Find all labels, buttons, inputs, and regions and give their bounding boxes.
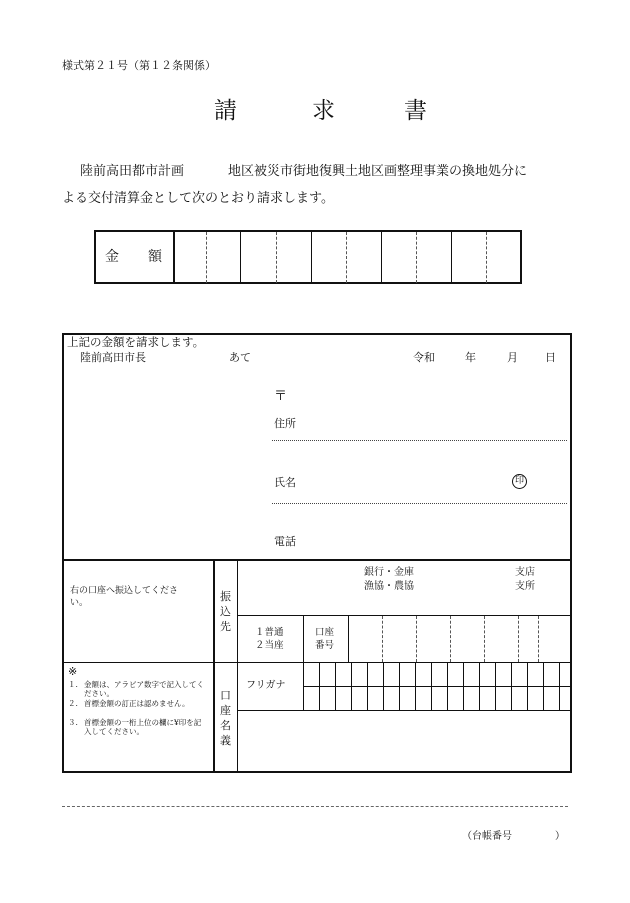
furigana-cell-divider [447,663,448,710]
branch-type-1: 支店 [515,567,535,578]
amount-digit-divider [346,232,347,283]
account-holder-field[interactable] [238,711,570,771]
account-digit-divider [538,616,539,662]
amount-digit-divider [451,232,452,283]
amount-label-char: 額 [148,249,162,265]
date-era: 令和 [413,351,435,364]
note-number: ３. [68,718,78,727]
intro-line2: よる交付清算金として次のとおり請求します。 [62,191,334,206]
title-char: 請 [214,98,237,124]
account-digit-divider [382,616,383,662]
account-digit-divider [484,616,485,662]
name-field[interactable] [272,503,567,504]
address-field[interactable] [272,440,567,441]
title-char: 書 [404,98,427,124]
furigana-cell-divider [527,663,528,710]
date-day: 日 [545,351,556,364]
name-label: 氏名 [274,476,296,489]
title-char: 求 [312,98,335,124]
amount-digit-divider [240,232,241,283]
bank-type-2: 漁協・農協 [364,581,414,592]
account-type-2[interactable]: ２当座 [255,640,284,651]
furigana-cell-divider [351,663,352,710]
note-number: ２. [68,699,78,708]
furigana-cell-divider [367,663,368,710]
furigana-cell-divider [335,663,336,710]
furigana-cell-divider [319,663,320,710]
furigana-cell-divider [495,663,496,710]
addressee: 陸前高田市長 [80,351,146,364]
account-digit-divider [518,616,519,662]
addressee-ate: あて [229,351,251,364]
note-number: １. [68,680,78,689]
form-number: 様式第２１号（第１２条関係） [62,59,216,72]
furigana-cell-divider [415,663,416,710]
ledger-number-close: ） [555,831,565,842]
note-text: 首標金額の訂正は認めません。 [84,699,190,708]
furigana-label: フリガナ [246,680,286,691]
postal-mark: 〒 [274,389,288,404]
ledger-number-label: （台帳番号 [462,831,512,842]
transfer-divider [63,559,571,561]
amount-digit-divider [311,232,312,283]
amount-label-char: 金 [105,249,119,265]
note-text: 金額は、アラビア数字で記入してください。 [84,680,204,699]
intro-city-plan: 陸前高田都市計画 [80,164,185,179]
furigana-cell-divider [479,663,480,710]
account-digit-divider [416,616,417,662]
amount-digit-divider [206,232,207,283]
account-digit-divider [450,616,451,662]
branch-type-2: 支所 [515,581,535,592]
notes-mark: ※ [68,665,78,678]
bank-type-1: 銀行・金庫 [364,567,414,578]
amount-digit-divider [416,232,417,283]
amount-digit-divider [276,232,277,283]
furigana-cell-divider [559,663,560,710]
account-type-1[interactable]: １普通 [255,627,284,638]
claim-statement: 上記の金額を請求します。 [67,335,205,349]
address-label: 住所 [274,417,296,430]
furigana-cell-divider [543,663,544,710]
intro-project: 地区被災市街地復興土地区画整理事業の換地処分に [228,164,528,179]
amount-digit-divider [486,232,487,283]
furigana-cell-divider [383,663,384,710]
furigana-cell-divider [431,663,432,710]
transfer-note: 右の口座へ振込してください。 [70,586,179,609]
note-text: 首標金額の一桁上位の欄に¥印を記入してください。 [84,718,202,737]
furigana-cell-divider [463,663,464,710]
account-number-label-1: 口座 [315,627,335,638]
seal-mark: 印 [512,474,527,489]
furigana-cell-divider [399,663,400,710]
cut-line [62,806,568,807]
date-year: 年 [465,351,476,364]
phone-label: 電話 [274,535,296,548]
amount-digit-divider [381,232,382,283]
furigana-cell-divider [511,663,512,710]
date-month: 月 [507,351,518,364]
account-number-label-2: 番号 [315,640,335,651]
